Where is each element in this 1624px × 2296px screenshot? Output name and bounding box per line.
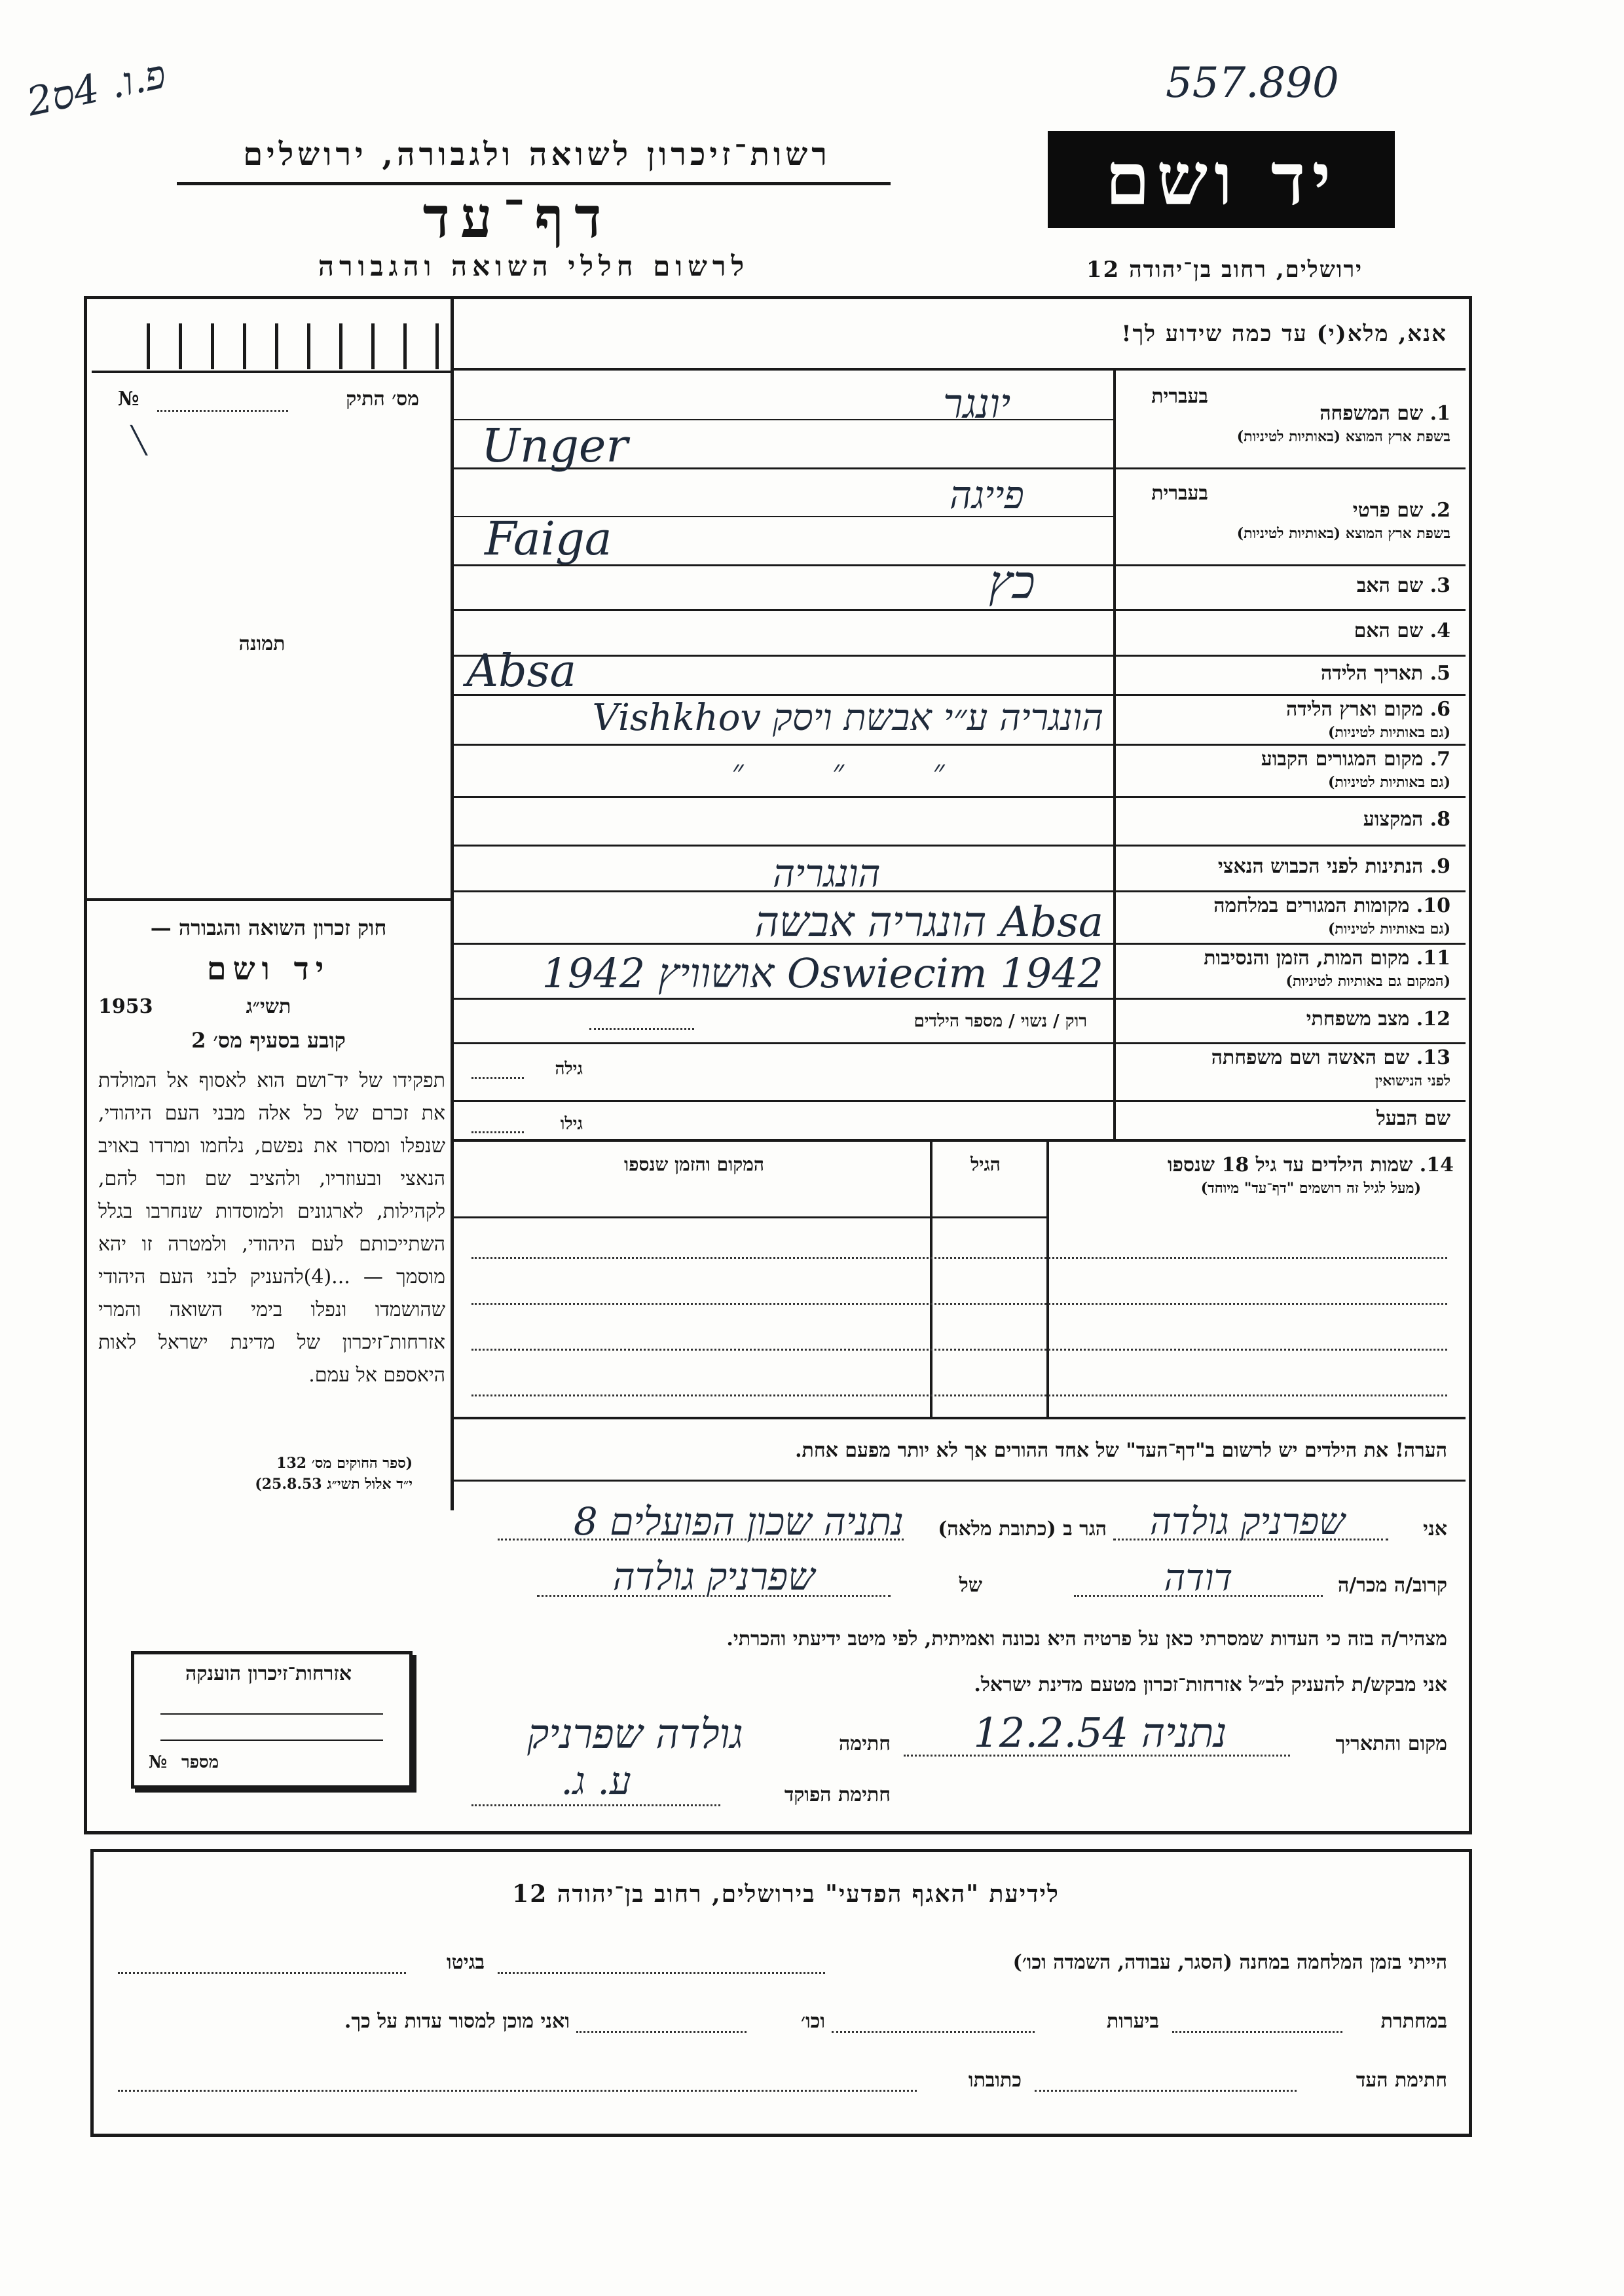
declarant-address[interactable]: נתניה שכון הפועלים 8 — [573, 1499, 904, 1544]
logo-text: יד ושם — [1105, 137, 1338, 221]
footer-testify-label: ואני מוכן למסור עדות על כך. — [344, 2010, 570, 2033]
child-row-1[interactable] — [471, 1257, 1447, 1259]
footer-etc-field[interactable] — [576, 2031, 747, 2033]
footer-underground-label: במחתרת — [1380, 2010, 1447, 2033]
first-name-latin[interactable]: Faiga — [485, 512, 612, 566]
footer-camp-label: הייתי בזמן המלחמה במחנה (הסגר, עבודה, השמדה וכו׳) — [1012, 1951, 1447, 1974]
children-age-header: הגיל — [970, 1154, 1001, 1175]
children-place-header: המקום והזמן שנספו — [624, 1154, 764, 1175]
law-ref-1: (ספר החוקים מס׳ 132 — [276, 1455, 413, 1472]
note-top-rule — [454, 1417, 1466, 1419]
row-label-8: 8. המקצוע — [1363, 808, 1450, 831]
children-header: 14. שמות הילדים עד גיל 18 שנספו — [1167, 1154, 1454, 1176]
row-2-hebrew-label: בעברית — [1151, 482, 1208, 505]
certificate-box-title: אזרחות־זיכרון הוענקה — [185, 1662, 352, 1685]
child-row-2[interactable] — [471, 1303, 1447, 1305]
footer-ghetto-field[interactable] — [118, 1972, 406, 1974]
children-sub: (מעל לגיל זה רושמים "דף־עד" מיוחד) — [1200, 1180, 1421, 1197]
age-label-husband: גילו — [560, 1114, 583, 1134]
relation-value[interactable]: דודה — [1164, 1557, 1233, 1599]
age-label-wife: גילה — [555, 1059, 583, 1079]
row-label-10: 10. מקומות המגורים במלחמה — [1213, 894, 1450, 917]
certificate-box-line-2 — [160, 1740, 383, 1741]
serial-number: 557.890 — [1166, 59, 1339, 107]
law-year-hebrew: תשי״ג — [246, 995, 291, 1018]
children-col-2 — [930, 1142, 932, 1417]
declaration-statement-2: אני מבקש/ת להעניק לב״ל אזרחות־זכרון מטעם מדינת ישראל. — [974, 1673, 1447, 1696]
of-name[interactable]: שפרניק גולדה — [612, 1554, 815, 1599]
footer-witness-signature-field[interactable] — [1035, 2090, 1297, 2092]
footer-address-field[interactable] — [118, 2090, 917, 2092]
official-signature-rule — [471, 1804, 720, 1806]
row-sublabel-7: (גם באותיות לטיניות) — [1327, 774, 1450, 791]
row-label-9: 9. הנתינות לפני הכבוש הנאצי — [1217, 855, 1450, 878]
file-number-no: № — [118, 388, 139, 410]
row-label-12: 12. מצב משפחתי — [1306, 1008, 1450, 1030]
footer-forest-label: ביערות — [1106, 2010, 1159, 2033]
row-sublabel-2: בשפת ארץ המוצא (באותיות לטיניות) — [1236, 525, 1450, 542]
row-label-11: 11. מקום המות, הזמן והנסיבות — [1204, 947, 1450, 970]
left-column-divider — [451, 299, 454, 1510]
row-rule-13 — [454, 1100, 1466, 1102]
law-ref-2: י״ד אלול תשי״ג 25.8.53) — [255, 1476, 413, 1493]
certificate-box — [131, 1651, 413, 1789]
law-title: חוק זכרון השואה והגבורה — — [150, 915, 387, 940]
row-label-1: 1. שם המשפחה — [1320, 402, 1450, 425]
law-year: 1953 — [98, 995, 153, 1018]
row-sublabel-6: (גם באותיות לטיניות) — [1327, 724, 1450, 741]
children-note: הערה! את הילדים יש לרשום ב"דף־העד" של אחד ההורים אך לא יותר מפעם אחת. — [795, 1439, 1447, 1462]
nationality[interactable]: הונגריה — [773, 851, 881, 896]
surname-hebrew[interactable]: יונגר — [943, 380, 1011, 428]
residence[interactable]: הונגריה ע״י אבשת ויסק Vishkhov — [592, 697, 1103, 739]
photo-label: תמונה — [238, 632, 286, 655]
row-rule-5 — [454, 694, 1466, 696]
file-number-ticks — [118, 323, 439, 369]
footer-underground-field[interactable] — [1172, 2031, 1342, 2033]
footer-address-label: כתובתו — [968, 2069, 1022, 2092]
children-col-1 — [1046, 1142, 1049, 1417]
footer-etc-label: וכו׳ — [801, 2010, 825, 2033]
yad-vashem-logo — [1048, 131, 1395, 228]
note-bottom-rule — [454, 1480, 1466, 1482]
place-date-value[interactable]: נתניה 12.2.54 — [973, 1709, 1227, 1757]
form-title: דף־עד — [422, 185, 612, 251]
child-row-4[interactable] — [471, 1394, 1447, 1396]
first-name-hebrew[interactable]: פייגה — [950, 473, 1024, 517]
row-rule-4 — [454, 655, 1466, 657]
father-name[interactable]: כץ — [989, 555, 1035, 609]
row-label-14: שם הבעל — [1376, 1107, 1450, 1130]
row-sublabel-11: (המקום גם באותיות לטיניות) — [1285, 973, 1450, 990]
row-rule-12 — [454, 1042, 1466, 1044]
corner-note: פ.ו. 4ס2 — [23, 51, 170, 126]
official-signature[interactable]: ע. ג. — [561, 1758, 631, 1803]
file-number-rule — [92, 371, 451, 373]
certificate-box-no: № — [149, 1753, 168, 1772]
row-rule-7 — [454, 796, 1466, 798]
of-label: של — [959, 1574, 982, 1597]
law-text: תפקידו של יד־ושם הוא לאסוף אל המולדת את זכרם של כל אלה מבני העם היהודי, שנפלו ומסרו את נפשם, נלחמו ומרדו באויב הנאצי ובעוזריו, ולהציב שם וזכר להם, לקהילות, לארגונים ולמוסדות שנחרבו בגלל השתייכותם לעם היהודי, ולמטרה זו יהא מוסמך — ...(4)להעניק לבני העם היהודי שהושמדו ונפלו בימי השואה והמרי אזרחות־זיכרון של מדינת ישראל לאות היאספם אל עמם. — [98, 1069, 446, 1387]
husband-age-field[interactable] — [471, 1131, 524, 1133]
row-1-hebrew-label: בעברית — [1151, 385, 1208, 408]
footer-forest-field[interactable] — [832, 2031, 1035, 2033]
checkmark: ╲ — [131, 426, 147, 456]
war-places[interactable]: Absa הונגריה אבשה — [754, 898, 1103, 947]
authority-title: רשות־זיכרון לשואה ולגבורה, ירושלים — [243, 136, 831, 173]
children-top-rule — [454, 1139, 1466, 1142]
child-row-3[interactable] — [471, 1349, 1447, 1351]
row-label-6: 6. מקום וארץ הלידה — [1285, 698, 1450, 721]
place-date-label: מקום והתאריך — [1335, 1732, 1447, 1755]
law-name: יד ושם — [206, 951, 331, 987]
certificate-box-number: מספר — [181, 1753, 219, 1772]
residence-ditto: ״ ״ ״ — [731, 753, 945, 790]
instruction-rule — [454, 368, 1466, 371]
certificate-box-line-1 — [160, 1713, 383, 1715]
death-info[interactable]: Oswiecim 1942 אושוויץ 1942 — [542, 949, 1103, 997]
file-number-field[interactable] — [157, 410, 288, 412]
children-count-field[interactable] — [589, 1028, 694, 1030]
row-label-3: 3. שם האב — [1356, 574, 1450, 597]
signature-label: חתימה — [839, 1732, 891, 1755]
footer-witness-signature-label: חתימת העד — [1356, 2069, 1447, 2092]
instruction: אנא, מלא(י) עד כמה שידוע לך! — [1121, 321, 1447, 347]
declaration-i-label: אני — [1423, 1518, 1447, 1540]
file-number-label: מס׳ התיק — [346, 388, 419, 410]
row-label-5: 5. תאריך הלידה — [1321, 662, 1450, 685]
row-field-8[interactable] — [458, 799, 1110, 843]
wife-age-field[interactable] — [471, 1077, 524, 1079]
relative-label: קרוב/ה מכר/ה — [1338, 1574, 1447, 1597]
surname-latin[interactable]: Unger — [481, 419, 628, 473]
form-purpose: לרשום חללי השואה והגבורה — [318, 250, 750, 282]
declaration-statement-1: מצהיר/ה בזה כי העדות שמסרתי כאן על פרטיה היא נכונה ואמיתית, לפי מיטב ידיעתי והכרתי. — [726, 1628, 1447, 1650]
birth-place[interactable]: Absa — [466, 646, 577, 697]
row-label-4: 4. שם האם — [1354, 619, 1450, 642]
row-rule-11 — [454, 998, 1466, 1000]
children-header-rule — [454, 1216, 1046, 1218]
row-label-2: 2. שם פרטי — [1352, 499, 1450, 522]
row-label-7: 7. מקום המגורים הקבוע — [1261, 748, 1450, 771]
address: ירושלים, רחוב בן־יהודה 12 — [1086, 257, 1363, 283]
footer-ghetto-label: בגיטו — [446, 1951, 485, 1974]
photo-bottom-rule — [87, 898, 451, 901]
label-column-divider — [1113, 371, 1116, 1139]
row-rule-6 — [454, 744, 1466, 746]
footer-camp-field[interactable] — [498, 1972, 825, 1974]
declarant-name[interactable]: שפרניק גולדה — [1150, 1501, 1345, 1543]
footer-title: לידיעת "האגף הפדעי" בירושלים, רחוב בן־יהודה 12 — [512, 1880, 1060, 1908]
row-rule-8 — [454, 845, 1466, 847]
signature[interactable]: גולדה שפרניק — [527, 1710, 743, 1758]
row-rule-3 — [454, 609, 1466, 611]
row-sublabel-13: לפני הנישואין — [1375, 1072, 1450, 1089]
row-label-13: 13. שם האשה ושם משפחתה — [1211, 1046, 1450, 1069]
marital-options: רוק / נשוי / מספר הילדים — [913, 1011, 1087, 1031]
row-rule-9 — [454, 890, 1466, 892]
official-signature-label: חתימת הפוקד — [784, 1783, 891, 1806]
lives-at-label: הגר ב (כתובת מלאה) — [938, 1518, 1107, 1540]
row-sublabel-10: (גם באותיות לטיניות) — [1327, 920, 1450, 938]
row-sublabel-1: בשפת ארץ המוצא (באותיות לטיניות) — [1236, 428, 1450, 445]
law-clause: קובע בסעיף מס׳ 2 — [191, 1028, 346, 1053]
